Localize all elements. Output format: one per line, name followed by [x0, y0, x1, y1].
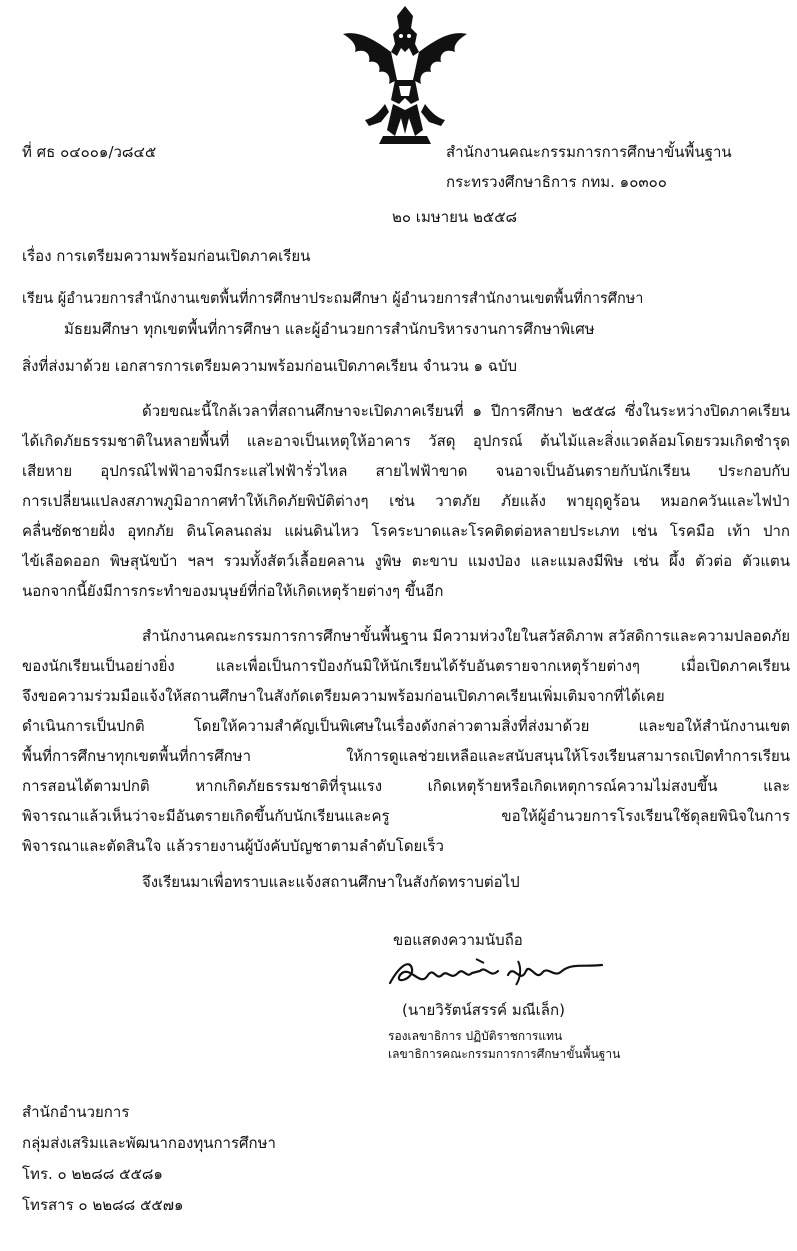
paragraph-line: จึงขอความร่วมมือแจ้งให้สถานศึกษาในสังกัดเตรียมความพร้อมก่อนเปิดภาคเรียนเพิ่มเติมจากที่ได้เคย	[22, 687, 665, 705]
paragraph-line: พิจารณาแล้วเห็นว่าจะมีอันตรายเกิดขึ้นกับนักเรียนและครู ขอให้ผู้อำนวยการโรงเรียนใช้ดุลยพินิจในการ	[22, 807, 790, 825]
paragraph-line: คลื่นซัดชายฝั่ง อุทกภัย ดินโคลนถล่ม แผ่นดินไหว โรคระบาดและโรคติดต่อหลายประเภท เช่น โรคมือ เท้า ปาก	[22, 522, 790, 540]
paragraph-line: สำนักงานคณะกรรมการการศึกษาขั้นพื้นฐาน มีความห่วงใยในสวัสดิภาพ สวัสดิการและความปลอดภัย	[142, 627, 790, 645]
body-paragraph-1	[22, 396, 790, 606]
footer-phone: โทร. ๐ ๒๒๘๘ ๕๕๘๑	[22, 1165, 163, 1183]
document-number: ที่ ศธ ๐๔๐๐๑/ว๘๔๕	[22, 143, 157, 161]
paragraph-line: เสียหาย อุปกรณ์ไฟฟ้าอาจมีกระแสไฟฟ้ารั่วไหล สายไฟฟ้าขาด จนอาจเป็นอันตรายกับนักเรียน ประกอบกับ	[22, 462, 790, 480]
paragraph-line: ดำเนินการเป็นปกติ โดยให้ความสำคัญเป็นพิเศษในเรื่องดังกล่าวตามสิ่งที่ส่งมาด้วย และขอให้สำนักงานเขต	[22, 717, 790, 735]
paragraph-line: พิจารณาและตัดสินใจ แล้วรายงานผู้บังคับบัญชาตามลำดับโดยเร็ว	[22, 837, 444, 855]
closing-salutation: ขอแสดงความนับถือ	[393, 931, 523, 949]
paragraph-line: นอกจากนี้ยังมีการกระทำของมนุษย์ที่ก่อให้เกิดเหตุร้ายต่างๆ ขึ้นอีก	[22, 582, 444, 600]
paragraph-line: การสอนได้ตามปกติ หากเกิดภัยธรรมชาติที่รุนแรง เกิดเหตุร้ายหรือเกิดเหตุการณ์ความไม่สงบขึ้น และ	[22, 777, 790, 795]
closing-statement: จึงเรียนมาเพื่อทราบและแจ้งสถานศึกษาในสังกัดทราบต่อไป	[142, 873, 520, 891]
footer-fax: โทรสาร ๐ ๒๒๘๘ ๕๕๗๑	[22, 1196, 184, 1214]
addressee-line-1: เรียน ผู้อำนวยการสำนักงานเขตพื้นที่การศึกษาประถมศึกษา ผู้อำนวยการสำนักงานเขตพื้นที่การศึกษา	[22, 291, 644, 307]
issuer-name: สำนักงานคณะกรรมการการศึกษาขั้นพื้นฐาน	[446, 143, 732, 161]
issuer-address: กระทรวงศึกษาธิการ กทม. ๑๐๓๐๐	[446, 173, 667, 191]
footer-office: สำนักอำนวยการ	[22, 1103, 130, 1121]
addressee-line-2: มัธยมศึกษา ทุกเขตพื้นที่การศึกษา และผู้อำนวยการสำนักบริหารงานการศึกษาพิเศษ	[64, 320, 595, 338]
paragraph-line: พื้นที่การศึกษาทุกเขตพื้นที่การศึกษา ให้การดูแลช่วยเหลือและสนับสนุนให้โรงเรียนสามารถเปิดทำการเรียน	[22, 747, 790, 765]
signatory-title-1: รองเลขาธิการ ปฏิบัติราชการแทน	[388, 1029, 563, 1043]
paragraph-line: ของนักเรียนเป็นอย่างยิ่ง และเพื่อเป็นการป้องกันมิให้นักเรียนได้รับอันตรายจากเหตุร้ายต่างๆ เมื่อเปิดภาคเรียน	[22, 657, 790, 675]
signatory-name: (นายวิรัตน์สรรค์ มณีเล็ก)	[402, 1001, 565, 1019]
body-paragraph-2	[22, 621, 790, 861]
garuda-emblem-icon	[335, 0, 475, 150]
subject-line: เรื่อง การเตรียมความพร้อมก่อนเปิดภาคเรียน	[22, 247, 311, 265]
handwritten-signature	[380, 945, 620, 1005]
paragraph-line: ด้วยขณะนี้ใกล้เวลาที่สถานศึกษาจะเปิดภาคเรียนที่ ๑ ปีการศึกษา ๒๕๕๘ ซึ่งในระหว่างปิดภาคเรียน	[142, 402, 790, 420]
paragraph-line: ไข้เลือดออก พิษสุนัขบ้า ฯลฯ รวมทั้งสัตว์เลื้อยคลาน งูพิษ ตะขาบ แมงป่อง และแมลงมีพิษ เช่น ผึ้ง ตัวต่อ ตัวแตน	[22, 552, 790, 570]
document-date: ๒๐ เมษายน ๒๕๕๘	[392, 208, 518, 226]
signatory-title-2: เลขาธิการคณะกรรมการการศึกษาขั้นพื้นฐาน	[388, 1047, 621, 1061]
paragraph-line: ได้เกิดภัยธรรมชาติในหลายพื้นที่ และอาจเป็นเหตุให้อาคาร วัสดุ อุปกรณ์ ต้นไม้และสิ่งแวดล้อมโดยรวมเกิดชำรุด	[22, 432, 790, 450]
paragraph-line: การเปลี่ยนแปลงสภาพภูมิอากาศทำให้เกิดภัยพิบัติต่างๆ เช่น วาตภัย ภัยแล้ง พายุฤดูร้อน หมอกควันและไฟป่า	[22, 492, 790, 510]
enclosure-line: สิ่งที่ส่งมาด้วย เอกสารการเตรียมความพร้อมก่อนเปิดภาคเรียน จำนวน ๑ ฉบับ	[22, 357, 518, 375]
footer-unit: กลุ่มส่งเสริมและพัฒนากองทุนการศึกษา	[22, 1134, 276, 1152]
